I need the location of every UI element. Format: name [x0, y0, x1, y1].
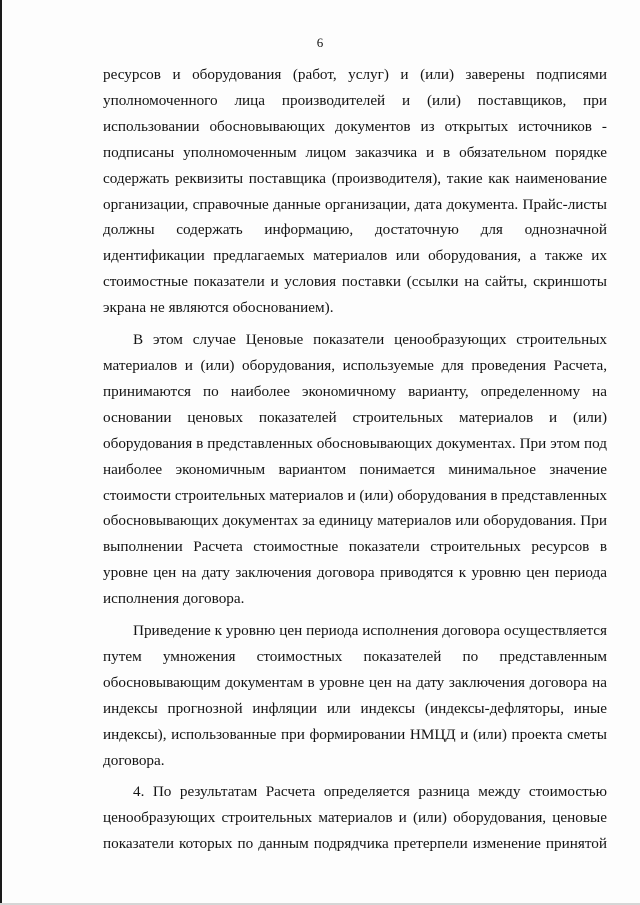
page-number: 6 — [316, 35, 324, 50]
text-line: подписаны уполномоченным лицом заказчика и в обязательном порядке — [103, 143, 607, 161]
paragraph-2 — [103, 327, 607, 612]
text-line: показатели которых по данным подрядчика претерпели изменение принятой — [103, 835, 607, 853]
text-line: индексы прогнозной инфляции или индексы (индексы-дефляторы, иные — [103, 699, 607, 717]
text-line: должны содержать информацию, достаточную для однозначной — [103, 221, 607, 239]
text-line: индексы), использованные при формировании НМЦД и (или) проекта сметы — [103, 725, 607, 743]
text-line: ресурсов и оборудования (работ, услуг) и (или) заверены подписями — [103, 66, 607, 83]
text-line: использовании обосновывающих документов из открытых источников - — [103, 117, 607, 135]
text-line: В этом случае Ценовые показатели ценообразующих строительных — [133, 331, 607, 349]
text-line: уровне цен на дату заключения договора приводятся к уровню цен периода — [103, 564, 607, 582]
paragraph-1 — [103, 62, 607, 321]
text-line: экрана не являются обоснованием). — [103, 299, 334, 317]
scan-edge-left — [0, 0, 2, 905]
text-line: наиболее экономичным вариантом понимается минимальное значение — [103, 460, 607, 478]
text-line: основании ценовых показателей строительных материалов и (или) — [103, 408, 607, 426]
text-line: организации, справочные данные организации, дата документа. Прайс-листы — [103, 195, 607, 213]
paragraph-3 — [103, 618, 607, 773]
text-line: принимаются по наиболее экономичному варианту, определенному на — [103, 382, 607, 400]
text-line: исполнения договора. — [103, 590, 245, 608]
text-line: обосновывающим документам в уровне цен на дату заключения договора на — [103, 673, 607, 691]
text-line: уполномоченного лица производителей и (или) поставщиков, при — [103, 91, 607, 109]
text-line: стоимости строительных материалов и (или) оборудования в представленных — [103, 486, 607, 504]
text-line: идентификации предлагаемых материалов или оборудования, а также их — [103, 247, 607, 265]
text-line: ценообразующих строительных материалов и (или) оборудования, ценовые — [103, 809, 607, 827]
text-line: оборудования в представленных обосновывающих документах. При этом под — [103, 434, 607, 452]
text-line: выполнении Расчета стоимостные показатели строительных ресурсов в — [103, 538, 607, 556]
text-line: путем умножения стоимостных показателей по представленным — [103, 647, 607, 665]
paragraph-4 — [103, 779, 607, 857]
text-line: Приведение к уровню цен периода исполнения договора осуществляется — [133, 622, 607, 640]
text-line: договора. — [103, 751, 165, 769]
text-line: обосновывающих документах за единицу материалов или оборудования. При — [103, 512, 607, 530]
text-line: материалов и (или) оборудования, используемые для проведения Расчета, — [103, 356, 607, 374]
document-body — [103, 62, 607, 863]
text-line: содержать реквизиты поставщика (производителя), такие как наименование — [103, 169, 607, 187]
text-line: стоимостные показатели и условия поставки (ссылки на сайты, скриншоты — [103, 273, 607, 291]
text-line: 4. По результатам Расчета определяется разница между стоимостью — [133, 783, 607, 801]
